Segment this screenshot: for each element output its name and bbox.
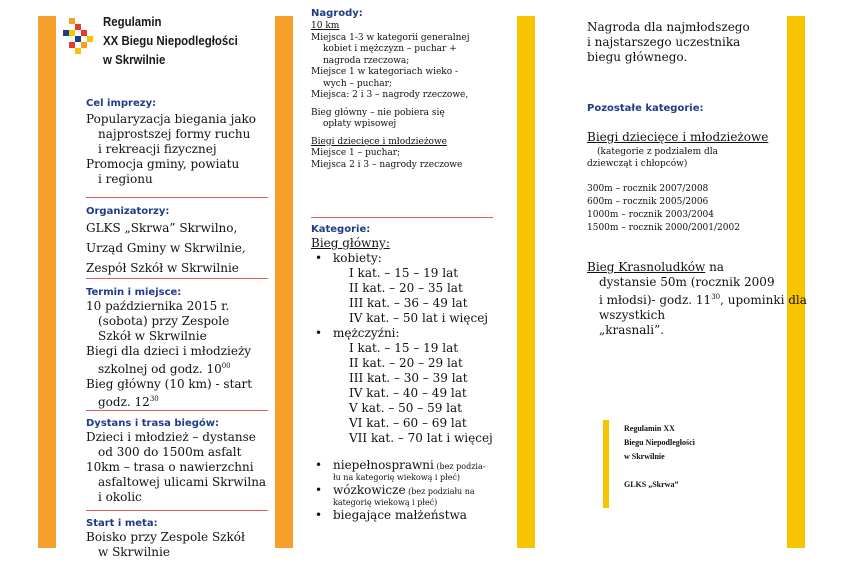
text-line: najprostszej formy ruchu (98, 127, 251, 141)
krasnoludki-title: Bieg Krasnoludków (587, 260, 706, 274)
list-item-label: kobiety: (333, 251, 382, 265)
subheading: 10 km (311, 21, 340, 31)
text-line: (sobota) przy Zespole (98, 314, 230, 328)
start-text (86, 530, 245, 560)
divider (311, 217, 493, 218)
text-line (86, 359, 252, 377)
text-line: opłaty wpisowej (323, 119, 397, 129)
text-line: Miejsce 1 w kategoriach wieko - (311, 67, 459, 77)
text-line: (kategorie z podziałem dla (597, 147, 718, 157)
title-line: w Skrwilnie (103, 52, 166, 67)
biegi-note (587, 146, 718, 170)
subheading: Bieg główny: (311, 236, 390, 250)
summary-box-accent (603, 420, 609, 508)
text-span: szkolnej od godz. 10 (98, 362, 222, 376)
text-line: Dzieci i młodzież – dystanse (86, 430, 256, 444)
superscript: 30 (711, 293, 721, 301)
text-line: Promocja gminy, powiatu (86, 157, 240, 171)
list-item-note: (bez podzia- (433, 462, 486, 471)
list-item (311, 251, 493, 266)
list-item-label: niepełnosprawni (333, 458, 434, 472)
text-line: Biegu Niepodległości (624, 438, 695, 447)
middle-orange-bar (275, 16, 293, 548)
text-line: Bieg główny (10 km) - start (86, 377, 253, 391)
document-title (103, 12, 238, 69)
list-item-note: kategorię wiekową i płeć) (333, 498, 438, 507)
text-line: Miejsca 2 i 3 – nagrody rzeczowe (311, 159, 463, 170)
text-line: Miejsca 1-3 w kategorii generalnej (311, 32, 470, 43)
category-row: I kat. – 15 – 19 lat (349, 341, 459, 355)
cel-heading: Cel imprezy: (86, 98, 157, 109)
text-line: i najstarszego uczestnika (587, 35, 741, 49)
title-line: XX Biegu Niepodległości (103, 33, 238, 48)
superscript: 00 (221, 362, 231, 370)
cel-text (86, 112, 256, 187)
category-row: IV kat. – 50 lat i więcej (349, 311, 489, 325)
superscript: 30 (149, 395, 159, 403)
subheading: Biegi dziecięce i młodzieżowe (311, 136, 448, 147)
text-line: i regionu (98, 172, 153, 186)
organizatorzy-text (86, 218, 246, 278)
category-row: II kat. – 20 – 35 lat (349, 281, 463, 295)
text-line: Urząd Gminy w Skrwilnie, (86, 241, 246, 255)
list-item-label: wózkowicze (333, 483, 406, 497)
text-span: godz. 12 (98, 395, 150, 409)
nagrody-text (311, 21, 470, 171)
text-line: biegu głównego. (587, 50, 688, 64)
text-line: w Skrwilnie (98, 545, 170, 559)
text-span: i młodsi)- godz. 11 (599, 293, 712, 307)
kategorie-text (311, 236, 493, 523)
extra-categories-list (311, 458, 493, 523)
kategorie-heading: Kategorie: (311, 224, 371, 235)
text-span: , upominki dla wszystkich (599, 293, 807, 322)
category-row: IV kat. – 40 – 49 lat (349, 386, 467, 400)
age-row: 600m – rocznik 2005/2006 (587, 197, 709, 207)
age-row: 1500m – rocznik 2000/2001/2002 (587, 223, 740, 233)
category-row: III kat. – 30 – 39 lat (349, 371, 468, 385)
text-line (86, 392, 252, 410)
text-line: Miejsce 1 – puchar; (311, 148, 401, 158)
text-line: Zespół Szkół w Skrwilnie (86, 261, 239, 275)
text-line: 10km – trasa o nawierzchni (86, 460, 254, 474)
age-row: 300m – rocznik 2007/2008 (587, 184, 709, 194)
organizatorzy-heading: Organizatorzy: (86, 206, 170, 217)
text-line: i okolic (98, 490, 142, 504)
divider (86, 197, 268, 198)
category-row: I kat. – 15 – 19 lat (349, 266, 459, 280)
list-item (311, 458, 493, 483)
nagrody-heading: Nagrody: (311, 8, 363, 19)
text-line: „krasnali”. (599, 323, 665, 337)
text-line: Bieg główny – nie pobiera się (311, 107, 445, 118)
text-line: Biegi dla dzieci i młodzieży (86, 344, 252, 358)
list-item (311, 483, 493, 508)
list-item (311, 508, 493, 523)
text-line: GLKS „Skrwa” Skrwilno, (86, 221, 238, 235)
start-heading: Start i meta: (86, 518, 158, 529)
text-line: Boisko przy Zespole Szkół (86, 530, 245, 544)
text-line: dystansie 50m (rocznik 2009 (599, 275, 775, 289)
summary-box (624, 422, 695, 492)
text-line (587, 290, 842, 323)
kategorie-list (311, 326, 493, 341)
center-yellow-bar (517, 16, 535, 548)
text-line: w Skrwilnie (624, 452, 665, 461)
divider (86, 510, 268, 511)
text-line: wych – puchar; (323, 78, 392, 89)
text-span: na (705, 260, 724, 274)
title-line: Regulamin (103, 14, 162, 29)
divider (86, 278, 268, 279)
left-orange-bar (38, 16, 56, 548)
kategorie-list (311, 251, 493, 266)
list-item-note: (bez podziału na (405, 487, 475, 496)
text-line: i rekreacji fizycznej (98, 142, 217, 156)
text-line (587, 260, 842, 275)
krasnoludki-info (587, 260, 842, 338)
termin-text (86, 299, 252, 410)
category-row: VI kat. – 60 – 69 lat (349, 416, 467, 430)
age-rows (587, 183, 740, 235)
nagroda-info (587, 20, 750, 65)
text-line: Regulamin XX (624, 424, 675, 433)
age-row: 1000m – rocznik 2003/2004 (587, 210, 714, 220)
category-row: II kat. – 20 – 29 lat (349, 356, 463, 370)
pixel-mosaic-logo-icon (63, 18, 93, 58)
spacer (624, 464, 695, 478)
spacer (311, 446, 493, 458)
text-line: asfaltowej ulicami Skrwilna (98, 475, 267, 489)
category-row: V kat. – 50 – 59 lat (349, 401, 462, 415)
text-line: od 300 do 1500m asfalt (98, 445, 242, 459)
text-line: Szkół w Skrwilnie (98, 329, 207, 343)
text-line: kobiet i mężczyzn – puchar + (323, 44, 457, 54)
list-item (311, 326, 493, 341)
pozostale-heading: Pozostałe kategorie: (587, 103, 704, 114)
category-row: VII kat. – 70 lat i więcej (349, 431, 493, 445)
text-line: nagroda rzeczowa; (323, 55, 410, 66)
list-item-label: biegające małżeństwa (333, 508, 467, 522)
list-item-label: mężczyźni: (333, 326, 400, 340)
category-row: III kat. – 36 – 49 lat (349, 296, 468, 310)
text-line: Nagroda dla najmłodszego (587, 20, 750, 34)
dystans-text (86, 430, 266, 505)
text-line: 10 października 2015 r. (86, 299, 230, 313)
termin-heading: Termin i miejsce: (86, 287, 182, 298)
text-line: Popularyzacja biegania jako (86, 112, 256, 126)
text-line: GLKS „Skrwa” (624, 480, 679, 489)
list-item-note: łu na kategorię wiekową i płeć) (333, 473, 461, 482)
text-line: dziewcząt i chłopców) (587, 159, 688, 169)
text-line: Miejsca: 2 i 3 – nagrody rzeczowe, (311, 90, 469, 100)
divider (86, 410, 268, 411)
dystans-heading: Dystans i trasa biegów: (86, 418, 220, 429)
biegi-heading: Biegi dziecięce i młodzieżowe (587, 130, 769, 144)
